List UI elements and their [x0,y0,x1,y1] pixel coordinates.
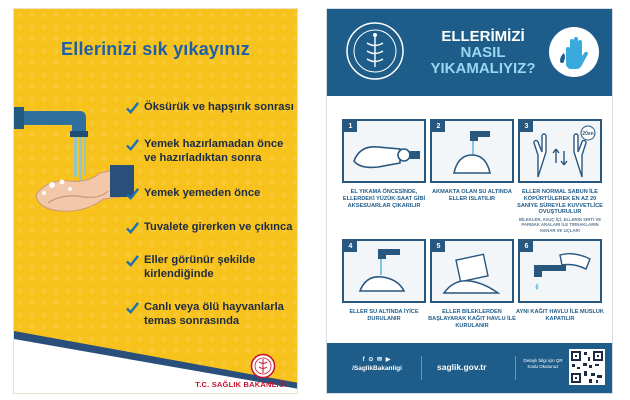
footer-divider [421,356,422,380]
step-card [518,239,602,303]
step-card [342,239,426,303]
ministry-name: T.C. SAĞLIK BAKANLIĞI [195,380,287,389]
step-card [342,119,426,183]
step-caption: AKMAKTA OLAN SU ALTINDA ELLER ISLATILIR [432,189,512,202]
ministry-logo-icon [250,353,276,379]
raised-hand-icon [549,27,599,77]
step-number: 5 [432,241,445,252]
poster-heading [419,29,547,77]
step-caption: ELLER BİLEKLERDEN BAŞLAYARAK KAĞIT HAVLU İLE KURULANIR [428,309,516,329]
qr-code-icon [569,349,605,385]
poster-title: Ellerinizi sık yıkayınız [61,39,250,59]
checkmark-icon [126,188,139,201]
step-caption: EL YIKAMA ÖNCESİNDE, ELLERDEKİ YÜZÜK-SAAT GİBİ AKSESUARLAR ÇIKARILIR [342,189,426,209]
list-item-label: Canlı veya ölü hayvanlarla temas sonrasında [144,301,284,327]
list-item [126,187,296,201]
list-item-label: Tuvalete girerken ve çıkınca [144,221,293,233]
heading-line-2: NASIL [460,44,506,61]
social-icons: f ⊙ ✉ ▶ [362,357,392,363]
step-card [430,119,514,183]
list-item-label: Eller görünür şekilde kirlendiğinde [144,254,256,280]
step-caption: ELLER NORMAL SABUN İLE KÖPÜRTÜLEREK EN AZ 20 SANİYE SÜREYLE KUVVETLİCE OVUŞTURULUR BİLEKLER, AVUÇ İÇİ, ELLERİN SIRTI VE PARMAK ARALARI İLE TIRNAKLARIN KENAR VE UÇLARI [517,189,603,233]
heading-line-3: YIKAMALIYIZ? [430,60,536,77]
step-number: 1 [344,121,357,132]
list-item-label: Yemek yemeden önce [144,187,261,199]
step-number: 2 [432,121,445,132]
handwashing-steps-poster [326,8,613,394]
list-item-label: Öksürük ve hapşırık sonrası [144,101,294,113]
heading-line-1: ELLERİMİZİ [441,28,525,45]
social-handle: /SaglikBakanligi [352,365,402,372]
step-card [430,239,514,303]
hand-badge [549,27,599,77]
poster-header [327,9,612,96]
list-item [126,221,296,235]
checkmark-icon [126,255,139,268]
checkmark-icon [126,102,139,115]
step-caption: ELLER SU ALTINDA İYİCE DURULANIR [349,309,419,322]
list-item [126,254,296,281]
list-item-label: Yemek hazırlamadan önce ve hazırladıktan sonra [144,138,284,164]
handwashing-reminder-poster [13,8,298,394]
faucet-and-hands-illustration [14,103,134,253]
ministry-emblem-icon [345,21,405,81]
poster-footer [327,343,612,393]
list-item [126,101,296,115]
list-item [126,138,296,165]
timer-label: 20sn [582,131,594,137]
footer-divider [515,356,516,380]
step-caption: AYNI KAĞIT HAVLU İLE MUSLUK KAPATILIR [516,309,604,322]
step-number: 3 [520,121,533,132]
checkmark-icon [126,139,139,152]
step-card [518,119,602,183]
step-number: 6 [520,241,533,252]
qr-caption: Detaylı bilgi için QR Kodu Okutunuz [523,358,563,369]
checkmark-icon [126,222,139,235]
website-link[interactable]: saglik.gov.tr [437,362,487,372]
social-media [342,356,412,372]
step-number: 4 [344,241,357,252]
